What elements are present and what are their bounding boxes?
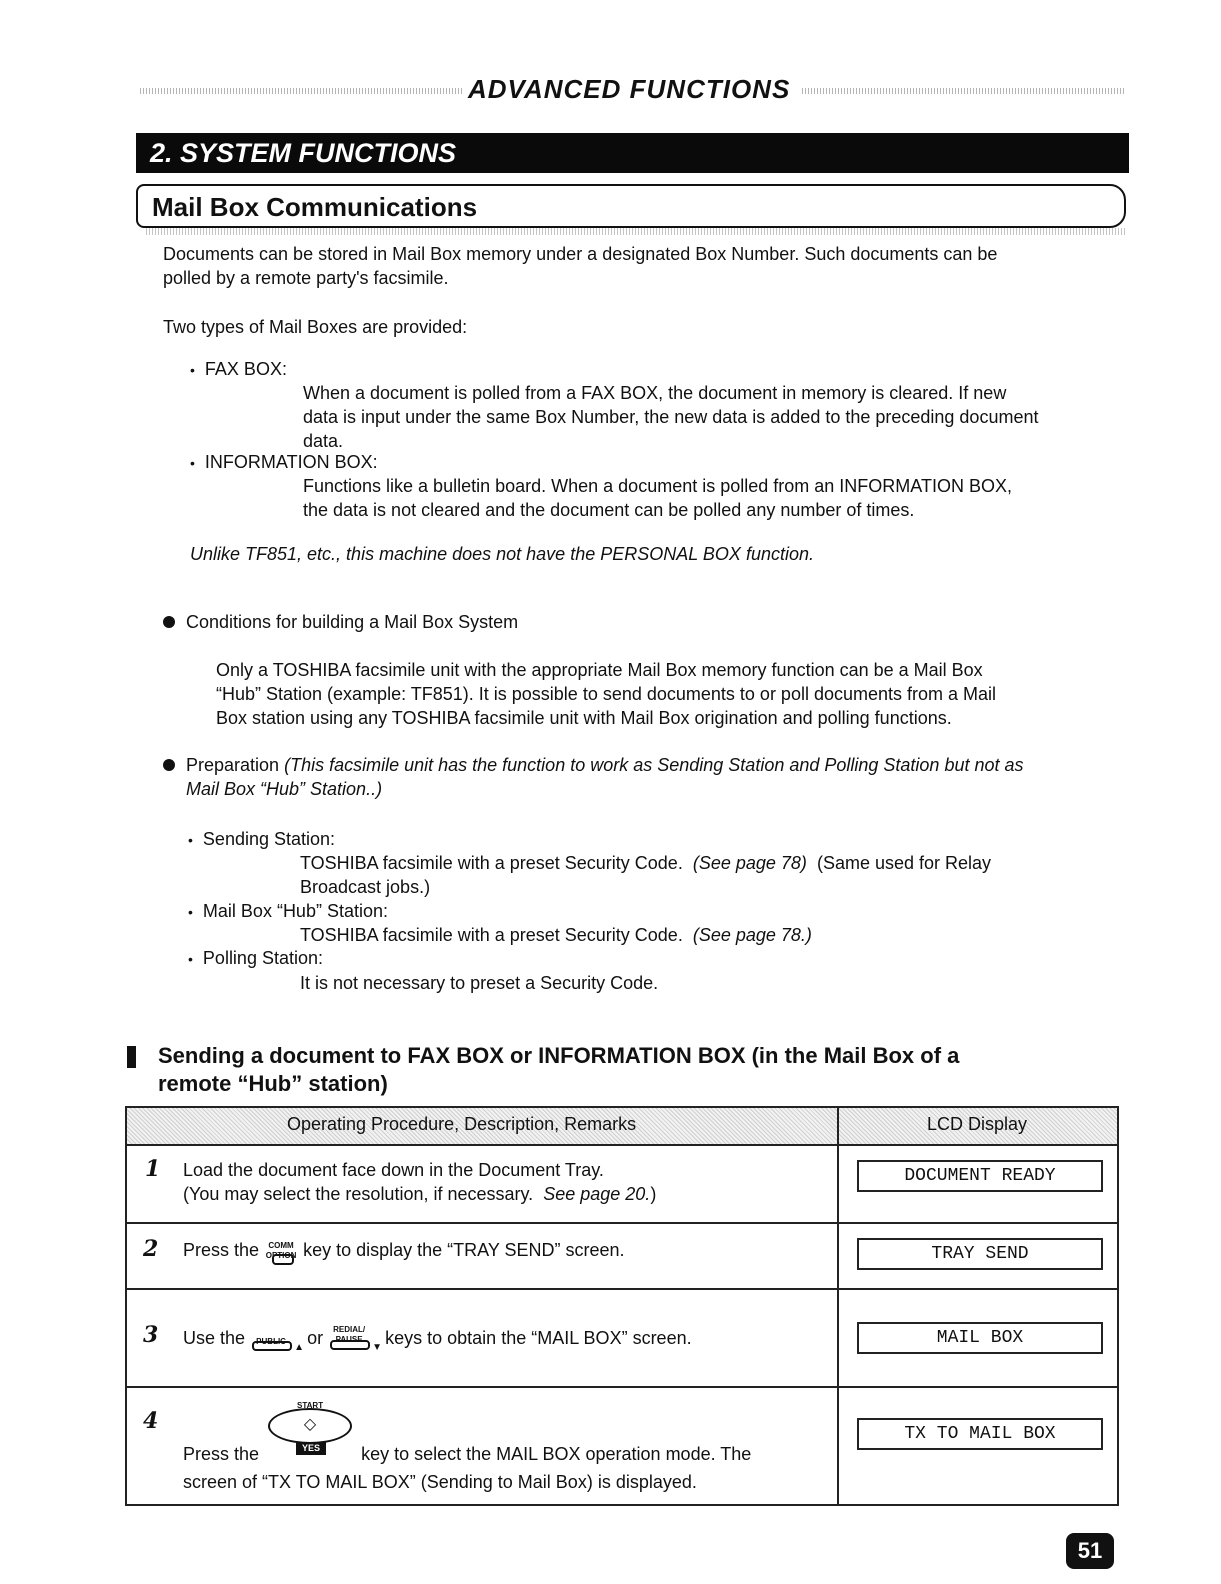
box-type-description (303, 381, 1133, 453)
step-line: Load the document face down in the Document Tray. (183, 1160, 604, 1180)
step-line: Press the (183, 1240, 260, 1260)
station-line: Broadcast jobs.) (300, 877, 431, 897)
description-line: Functions like a bulletin board. When a document is polled from an INFORMATION BOX, (303, 476, 1012, 496)
page-reference: (See page 78.) (692, 925, 812, 945)
preparation-note: (This facsimile unit has the function to work as Sending Station and Polling Station but not as (284, 755, 1024, 775)
page-number: 51 (1066, 1533, 1114, 1569)
step-text (183, 1238, 625, 1264)
comm-option-key-icon: COMM OPTION (264, 1238, 298, 1264)
description-line: When a document is polled from a FAX BOX, the document in memory is cleared. If new (303, 383, 1007, 403)
note: Unlike TF851, etc., this machine does not have the PERSONAL BOX function. (190, 544, 814, 564)
preparation-paragraph (186, 753, 1131, 801)
conditions-line: Only a TOSHIBA facsimile unit with the appropriate Mail Box memory function can be a Mail Box (216, 660, 983, 680)
page-reference: (See page 78) (692, 853, 807, 873)
step-text (183, 1158, 823, 1206)
step-number: 2 (143, 1236, 159, 1262)
step-number: 3 (143, 1322, 159, 1348)
row-divider (127, 1222, 1117, 1224)
box-type-label (190, 357, 287, 382)
intro-line: polled by a remote party's facsimile. (163, 268, 449, 288)
station-label-text: Sending Station: (202, 829, 336, 849)
running-header-title: ADVANCED FUNCTIONS (468, 74, 791, 104)
lcd-display: TRAY SEND (857, 1238, 1103, 1270)
station-line: TOSHIBA facsimile with a preset Security Code. (300, 853, 683, 873)
conditions-heading: Conditions for building a Mail Box System (186, 612, 519, 632)
box-type-label (190, 450, 378, 475)
step-line: ) (650, 1184, 657, 1204)
column-header-description: Operating Procedure, Description, Remarks (287, 1114, 637, 1134)
lcd-display: MAIL BOX (857, 1322, 1103, 1354)
step-line: Press the (183, 1443, 260, 1464)
conditions-paragraph (216, 658, 1126, 730)
bullet-icon: • (188, 951, 193, 967)
step-text (183, 1394, 752, 1464)
step-number: 1 (145, 1156, 161, 1182)
box-type-label-text: FAX BOX: (204, 359, 287, 379)
redial-pause-down-key-icon: REDIAL/ PAUSE ▼ (328, 1324, 380, 1354)
public-up-key-icon: PUBLIC ▲ (250, 1326, 302, 1352)
heading-marker (127, 1046, 136, 1068)
station-label-text: Polling Station: (202, 948, 323, 968)
station-label (188, 899, 388, 924)
lcd-display: DOCUMENT READY (857, 1160, 1103, 1192)
subsection-shadow (146, 228, 1126, 235)
bullet-circle-icon (163, 616, 175, 628)
step-line: keys to obtain the “MAIL BOX” screen. (385, 1327, 692, 1348)
description-line: data. (303, 431, 344, 451)
step-line: screen of “TX TO MAIL BOX” (Sending to Mail Box) is displayed. (183, 1472, 697, 1492)
step-line: (You may select the resolution, if necessary. (183, 1184, 534, 1204)
row-divider (127, 1386, 1117, 1388)
bullet-icon: • (190, 455, 195, 471)
start-diamond-icon: ◇ (268, 1408, 352, 1444)
station-label-text: Mail Box “Hub” Station: (202, 901, 388, 921)
step-line: or (307, 1327, 324, 1348)
conditions-line: “Hub” Station (example: TF851). It is possible to send documents to or poll documents from a Mail (216, 684, 997, 704)
bullet-icon: • (190, 362, 195, 378)
column-header-lcd: LCD Display (927, 1114, 1028, 1134)
step-line: key to select the MAIL BOX operation mode. The (361, 1443, 752, 1464)
row-divider (127, 1288, 1117, 1290)
procedure-table (125, 1106, 1119, 1506)
bullet-icon: • (188, 832, 193, 848)
preparation-note: Mail Box “Hub” Station..) (186, 779, 383, 799)
station-description: It is not necessary to preset a Security Code. (300, 973, 659, 993)
station-line: TOSHIBA facsimile with a preset Security Code. (300, 925, 683, 945)
station-line: (Same used for Relay (816, 853, 992, 873)
procedure-heading (158, 1042, 1098, 1098)
intro-paragraph (163, 242, 1133, 290)
bullet-circle-icon (163, 759, 175, 771)
lcd-display: TX TO MAIL BOX (857, 1418, 1103, 1450)
subsection-title-box (136, 184, 1126, 228)
step-number: 4 (143, 1408, 159, 1434)
start-yes-key-icon: START ◇ YES (264, 1394, 356, 1456)
intro-line: Documents can be stored in Mail Box memory under a designated Box Number. Such documents can be (163, 244, 998, 264)
yes-label: YES (296, 1442, 326, 1455)
step-line: key to display the “TRAY SEND” screen. (303, 1240, 625, 1260)
types-intro: Two types of Mail Boxes are provided: (163, 317, 468, 337)
box-type-label-text: INFORMATION BOX: (204, 452, 378, 472)
section-title: 2. SYSTEM FUNCTIONS (136, 133, 1129, 173)
bullet-icon: • (188, 904, 193, 920)
description-line: data is input under the same Box Number, the new data is added to the preceding document (303, 407, 1039, 427)
description-line: the data is not cleared and the document can be polled any number of times. (303, 500, 915, 520)
station-description (300, 923, 812, 947)
subsection-title: Mail Box Communications (152, 192, 478, 222)
step-line: Use the (183, 1327, 246, 1348)
station-label (188, 946, 323, 971)
station-label (188, 827, 335, 852)
column-divider (837, 1108, 839, 1504)
page-reference: See page 20. (543, 1184, 651, 1204)
station-description (300, 851, 1130, 899)
running-header (140, 74, 1125, 106)
table-header (127, 1108, 1117, 1146)
procedure-heading-line: remote “Hub” station) (158, 1071, 388, 1096)
conditions-line: Box station using any TOSHIBA facsimile unit with Mail Box origination and polling functions. (216, 708, 952, 728)
step-text (183, 1324, 692, 1354)
procedure-heading-line: Sending a document to FAX BOX or INFORMATION BOX (in the Mail Box of a (158, 1043, 960, 1068)
preparation-heading: Preparation (186, 755, 280, 775)
box-type-description (303, 474, 1133, 522)
